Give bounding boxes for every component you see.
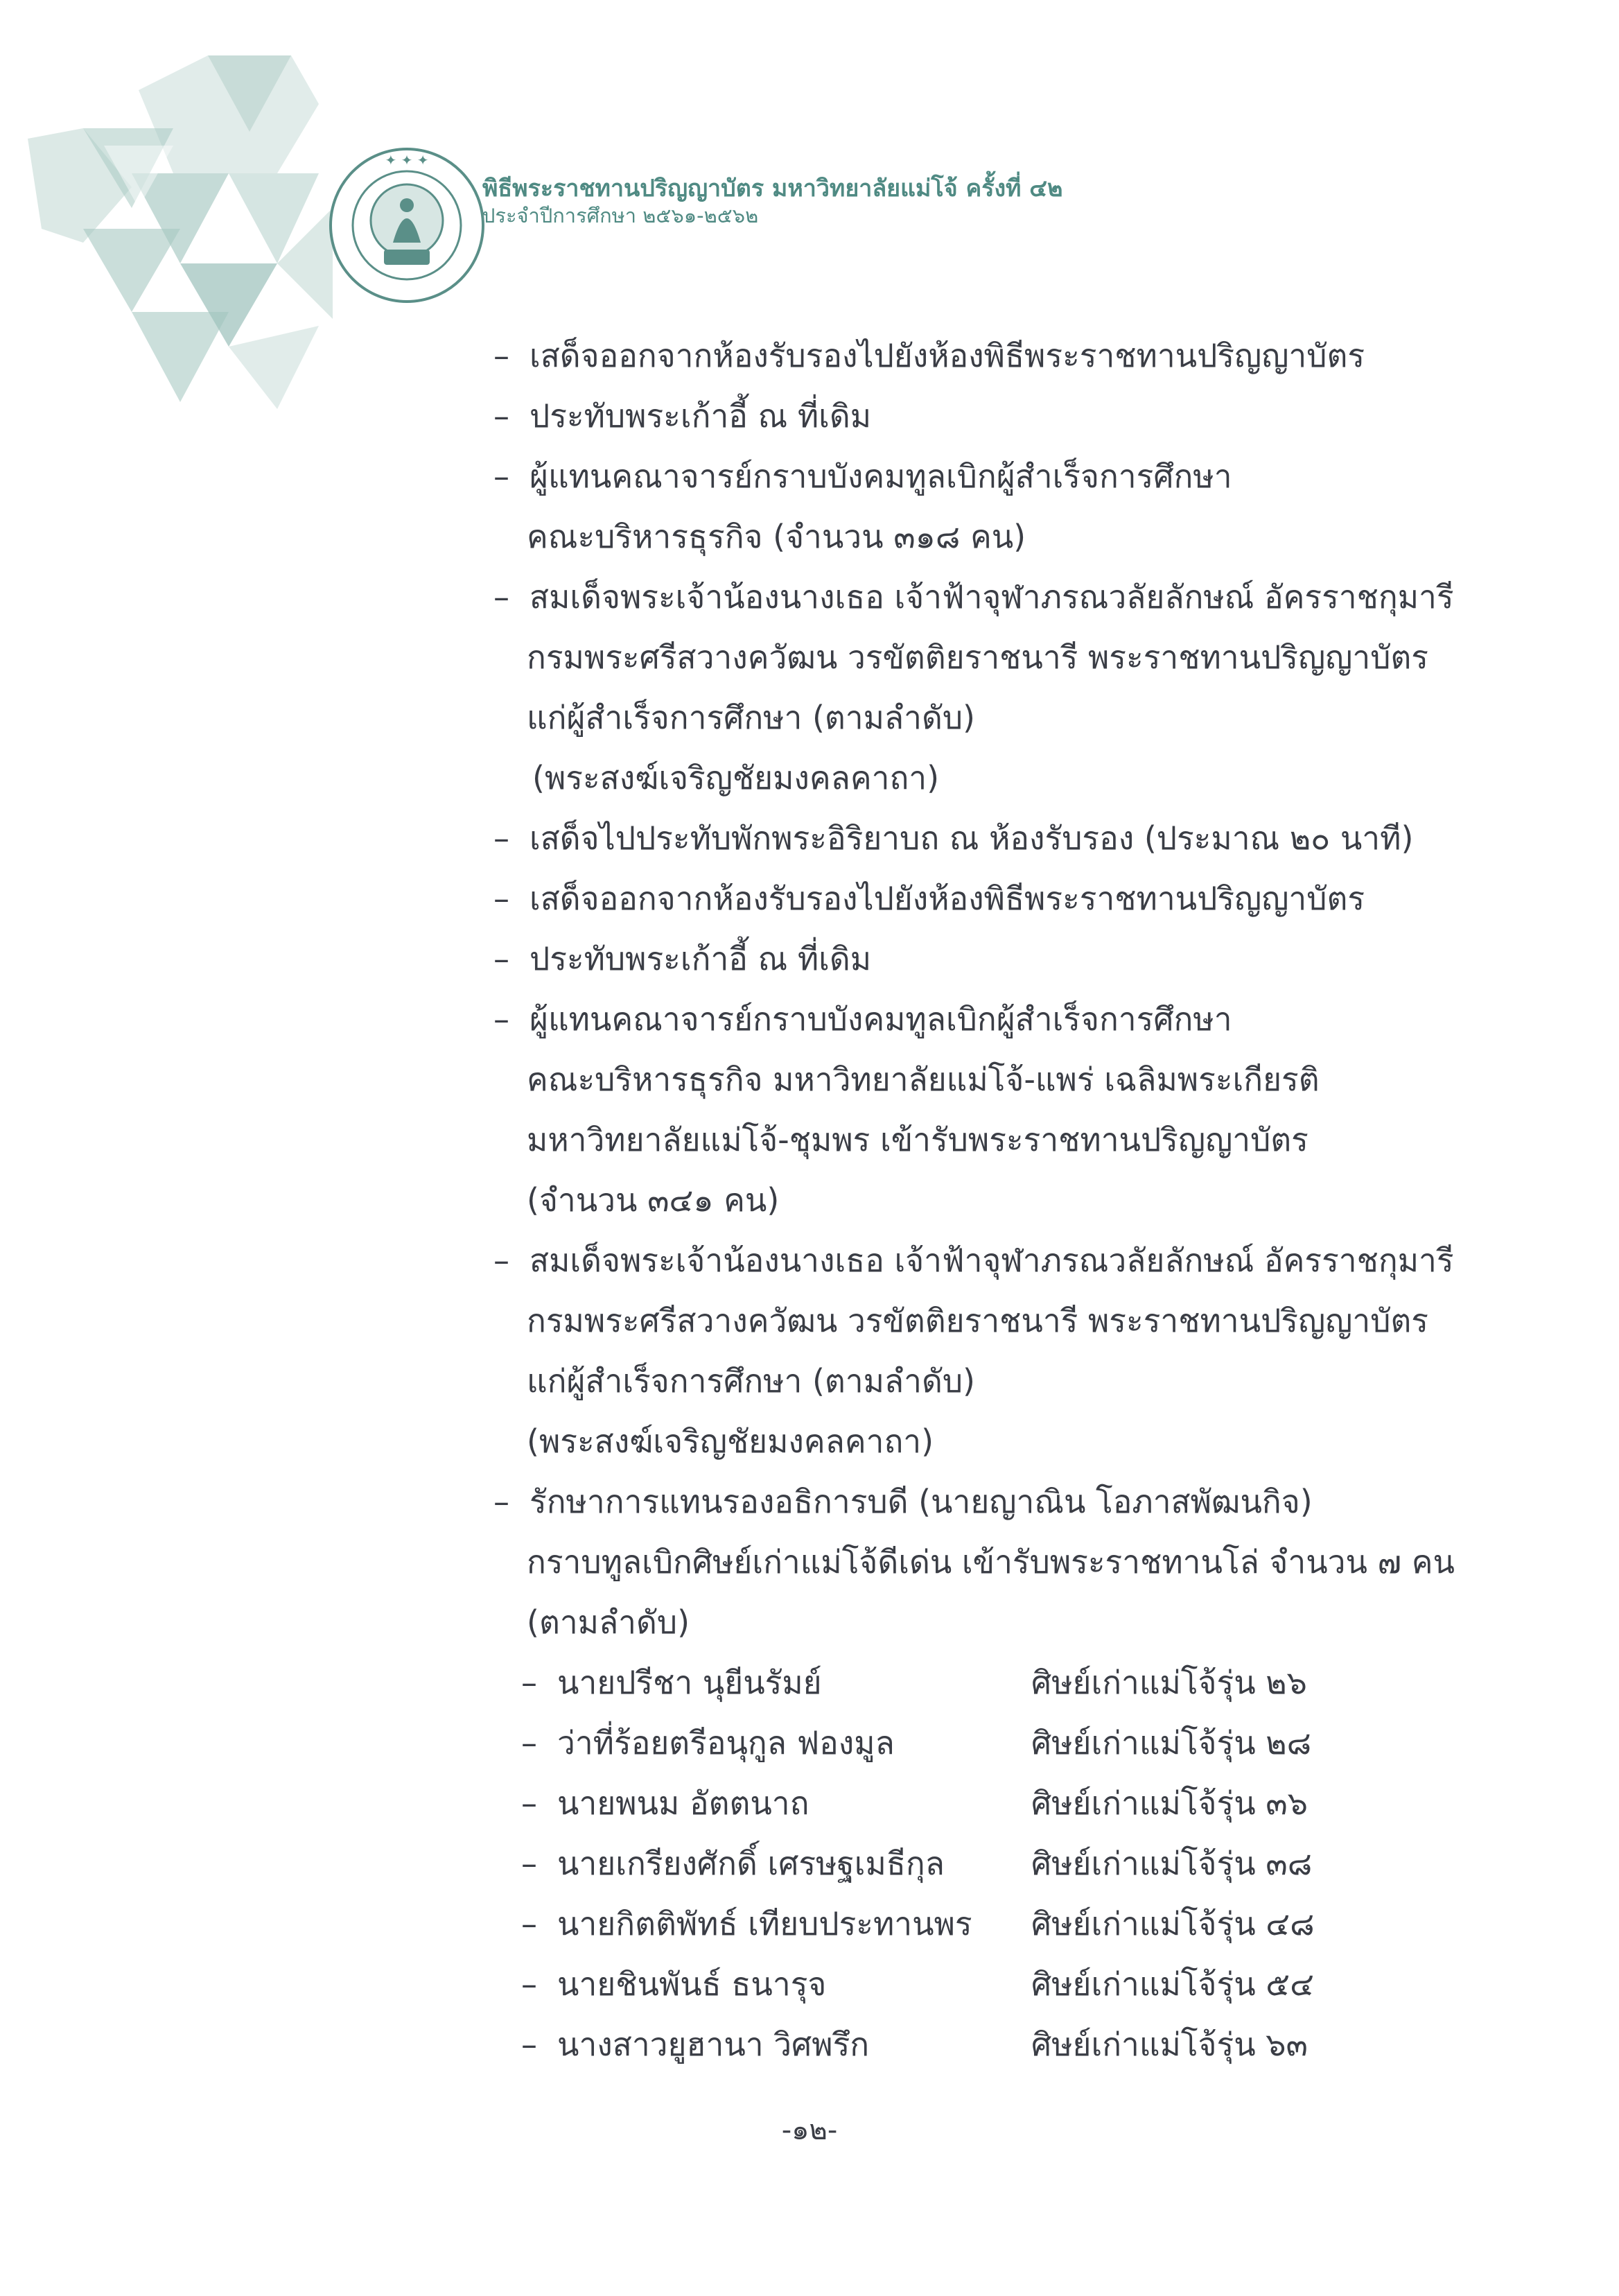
dash-bullet: – [521,2026,537,2063]
alumni-name: ว่าที่ร้อยตรีอนุกูล ฟองมูล [557,1724,895,1762]
dash-bullet: – [521,1784,537,1822]
agenda-continuation: แก่ผู้สำเร็จการศึกษา (ตามลำดับ) [527,699,975,736]
alumni-generation: ศิษย์เก่าแม่โจ้รุ่น ๕๔ [1031,1965,1314,2003]
agenda-text: รักษาการแทนรองอธิการบดี (นายญาณิน โอภาสพัฒนกิจ) [530,1483,1313,1520]
dash-bullet: – [493,940,509,977]
agenda-continuation: (จำนวน ๓๔๑ คน) [527,1181,780,1219]
dash-bullet: – [521,1664,537,1701]
agenda-text: สมเด็จพระเจ้าน้องนางเธอ เจ้าฟ้าจุฬาภรณวลัยลักษณ์ อัครราชกุมารี [530,1242,1454,1279]
alumni-name: นางสาวยูฮานา วิศพรึก [557,2026,870,2063]
alumni-generation: ศิษย์เก่าแม่โจ้รุ่น ๒๖ [1031,1664,1307,1701]
dash-bullet: – [493,819,509,857]
agenda-continuation: กราบทูลเบิกศิษย์เก่าแม่โจ้ดีเด่น เข้ารับพระราชทานโล่ จำนวน ๗ คน [527,1543,1455,1581]
agenda-continuation: กรมพระศรีสวางควัฒน วรขัตติยราชนารี พระราชทานปริญญาบัตร [527,638,1428,676]
dash-bullet: – [493,1483,509,1520]
academic-year-subtitle: ประจำปีการศึกษา ๒๕๖๑-๒๕๖๒ [482,204,759,227]
alumni-name: นายพนม อัตตนาถ [557,1784,810,1822]
dash-bullet: – [521,1724,537,1762]
alumni-generation: ศิษย์เก่าแม่โจ้รุ่น ๔๘ [1031,1905,1315,1942]
alumni-name: นายกิตติพัทธ์ เทียบประทานพร [557,1905,972,1942]
agenda-continuation: กรมพระศรีสวางควัฒน วรขัตติยราชนารี พระราชทานปริญญาบัตร [527,1302,1428,1339]
agenda-continuation: (พระสงฆ์เจริญชัยมงคลคาถา) [527,1423,934,1460]
agenda-text: เสด็จออกจากห้องรับรองไปยังห้องพิธีพระราชทานปริญญาบัตร [530,880,1365,917]
dash-bullet: – [493,337,509,374]
alumni-name: นายปรีชา นุยีนรัมย์ [557,1664,822,1701]
alumni-name: นายชินพันธ์ ธนารุจ [557,1965,827,2003]
dash-bullet: – [493,397,509,435]
dash-bullet: – [521,1965,537,2003]
agenda-continuation: แก่ผู้สำเร็จการศึกษา (ตามลำดับ) [527,1362,975,1400]
dash-bullet: – [493,880,509,917]
agenda-continuation: (ตามลำดับ) [527,1603,690,1641]
agenda-continuation: คณะบริหารธุรกิจ มหาวิทยาลัยแม่โจ้-แพร่ เฉลิมพระเกียรติ [527,1061,1320,1098]
alumni-generation: ศิษย์เก่าแม่โจ้รุ่น ๒๘ [1031,1724,1312,1762]
agenda-continuation: (พระสงฆ์เจริญชัยมงคลคาถา) [532,759,940,797]
agenda-continuation: มหาวิทยาลัยแม่โจ้-ชุมพร เข้ารับพระราชทานปริญญาบัตร [527,1121,1309,1158]
agenda-text: เสด็จไปประทับพักพระอิริยาบถ ณ ห้องรับรอง (ประมาณ ๒๐ นาที) [530,819,1414,857]
agenda-text: สมเด็จพระเจ้าน้องนางเธอ เจ้าฟ้าจุฬาภรณวลัยลักษณ์ อัครราชกุมารี [530,578,1454,616]
alumni-generation: ศิษย์เก่าแม่โจ้รุ่น ๓๘ [1031,1845,1313,1882]
agenda-text: ผู้แทนคณาจารย์กราบบังคมทูลเบิกผู้สำเร็จการศึกษา [530,458,1232,495]
page-number: -๑๒- [781,2114,838,2146]
dash-bullet: – [493,1000,509,1038]
agenda-text: เสด็จออกจากห้องรับรองไปยังห้องพิธีพระราชทานปริญญาบัตร [530,337,1365,374]
agenda-text: ผู้แทนคณาจารย์กราบบังคมทูลเบิกผู้สำเร็จการศึกษา [530,1000,1232,1038]
svg-text:✦ ✦ ✦: ✦ ✦ ✦ [385,152,429,168]
dash-bullet: – [521,1905,537,1942]
dash-bullet: – [493,458,509,495]
alumni-generation: ศิษย์เก่าแม่โจ้รุ่น ๖๓ [1031,2026,1308,2063]
agenda-text: ประทับพระเก้าอี้ ณ ที่เดิม [530,940,872,977]
dash-bullet: – [493,1242,509,1279]
agenda-continuation: คณะบริหารธุรกิจ (จำนวน ๓๑๘ คน) [527,518,1026,555]
alumni-generation: ศิษย์เก่าแม่โจ้รุ่น ๓๖ [1031,1784,1308,1822]
university-seal-logo [320,139,493,312]
dash-bullet: – [493,578,509,616]
alumni-name: นายเกรียงศักดิ์ เศรษฐเมธีกุล [557,1845,945,1882]
agenda-text: ประทับพระเก้าอี้ ณ ที่เดิม [530,397,872,435]
dash-bullet: – [521,1845,537,1882]
ceremony-title: พิธีพระราชทานปริญญาบัตร มหาวิทยาลัยแม่โจ้ ครั้งที่ ๔๒ [482,175,1063,202]
